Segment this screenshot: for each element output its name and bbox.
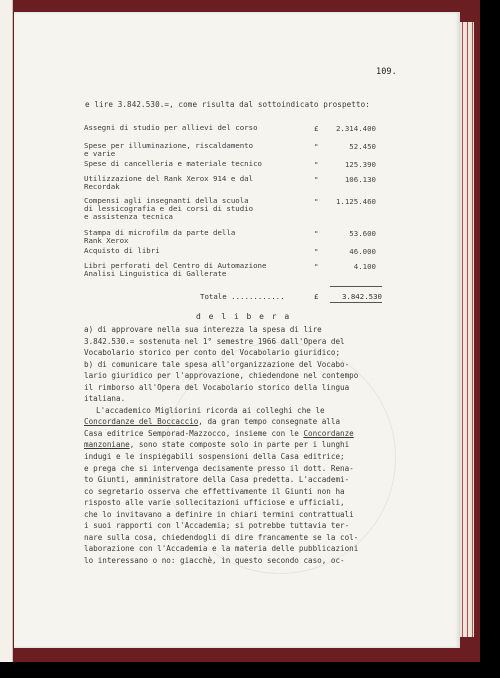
expense-value: 53.600 bbox=[349, 229, 376, 238]
body-line: 3.842.530.= sostenuta nel 1° semestre 1966 dall'Opera del bbox=[84, 336, 345, 346]
body-line: che lo invitavano a definire in chiari termini contrattuali bbox=[84, 509, 354, 519]
expense-label: Compensi agli insegnanti della scuola di lessicografia e dei corsi di studio e assistenza tecnica bbox=[84, 196, 254, 222]
expense-label: Stampa di microfilm da parte della Rank Xerox bbox=[84, 228, 236, 246]
total-rule bbox=[330, 286, 382, 287]
body-line: italiana. bbox=[84, 394, 126, 404]
body-line: lario giuridico per l'approvazione, chiedendone nel contempo bbox=[84, 371, 359, 381]
body-line: b) di comunicare tale spesa all'organizzazione del Vocabo- bbox=[84, 359, 350, 369]
body-line: a) di approvare nella sua interezza la spesa di lire bbox=[84, 325, 322, 334]
binding-edge bbox=[0, 0, 13, 662]
body-line: Vocabolario storico per conto del Vocabolario giuridico; bbox=[84, 348, 341, 358]
body-line: Casa editrice Semporad-Mazzocco, insieme con le Concordanze bbox=[84, 428, 354, 438]
body-text bbox=[84, 324, 386, 566]
total-label: Totale ............ bbox=[200, 292, 285, 301]
expense-value: 52.450 bbox=[349, 142, 376, 151]
expense-label: Spese per illuminazione, riscaldamento e varie bbox=[84, 141, 254, 159]
expense-currency: " bbox=[314, 160, 319, 169]
expense-currency: " bbox=[314, 142, 319, 151]
expense-label: Assegni di studio per allievi del corso bbox=[84, 123, 258, 132]
expense-currency: " bbox=[314, 197, 319, 206]
body-line: L'accademico Migliorini ricorda ai colleghi che le bbox=[96, 405, 325, 415]
expense-currency: " bbox=[314, 175, 319, 184]
body-line: manzoniane, sono state composte solo in parte per i lunghi bbox=[84, 440, 350, 450]
delibera-heading: d e l i b e r a bbox=[196, 312, 291, 321]
body-line: i suoi rapporti con l'Accademia; si potrebbe tuttavia ter- bbox=[84, 521, 350, 531]
expense-value: 1.125.460 bbox=[335, 197, 376, 206]
body-line: lo interessano o no: giacchè, in questo secondo caso, oc- bbox=[84, 555, 345, 565]
total-underline bbox=[330, 302, 382, 303]
expense-value: 106.130 bbox=[344, 175, 376, 184]
expense-value: 46.000 bbox=[349, 247, 376, 256]
body-line: laborazione con l'Accademia e la materia delle pubblicazioni bbox=[84, 544, 359, 554]
expense-label: Libri perforati del Centro di Automazione Analisi Linguistica di Gallerate bbox=[84, 261, 267, 279]
expense-currency: £ bbox=[314, 124, 319, 133]
body-line: e prega che si intervenga decisamente presso il dott. Rena- bbox=[84, 463, 354, 473]
expense-value: 2.314.400 bbox=[335, 124, 376, 133]
expense-value: 125.390 bbox=[344, 160, 376, 169]
total-value: 3.842.530 bbox=[341, 292, 382, 301]
expense-label: Spese di cancelleria e materiale tecnico bbox=[84, 159, 262, 168]
body-line: indugi e le inspiegabili sospensioni della Casa editrice; bbox=[84, 452, 345, 462]
body-line: risposto alle varie sollecitazioni ufficiose e ufficiali, bbox=[84, 498, 345, 508]
expense-currency: " bbox=[314, 247, 319, 256]
page-edges bbox=[460, 22, 474, 637]
intro-line: e lire 3.842.530.=, come risulta dal sottoindicato prospetto: bbox=[85, 100, 370, 109]
expense-label: Utilizzazione del Rank Xerox 914 e dal Recordak bbox=[84, 174, 254, 192]
expense-currency: " bbox=[314, 262, 319, 271]
expense-value: 4.100 bbox=[353, 262, 376, 271]
body-line: Concordanze del Boccaccio, da gran tempo consegnate alla bbox=[84, 417, 341, 427]
body-line: to Giunti, amministratore della Casa predetta. L'accademi- bbox=[84, 475, 350, 485]
body-line: nare sulla cosa, chiedendogli di dire francamente se la col- bbox=[84, 532, 359, 542]
expense-currency: " bbox=[314, 229, 319, 238]
page-number: 109. bbox=[376, 67, 397, 77]
expense-label: Acquisto di libri bbox=[84, 246, 160, 255]
body-line: co segretario osserva che effettivamente il Giunti non ha bbox=[84, 486, 345, 496]
body-line: il rimborso all'Opera del Vocabolario storico della lingua bbox=[84, 382, 350, 392]
total-currency: £ bbox=[314, 292, 319, 301]
